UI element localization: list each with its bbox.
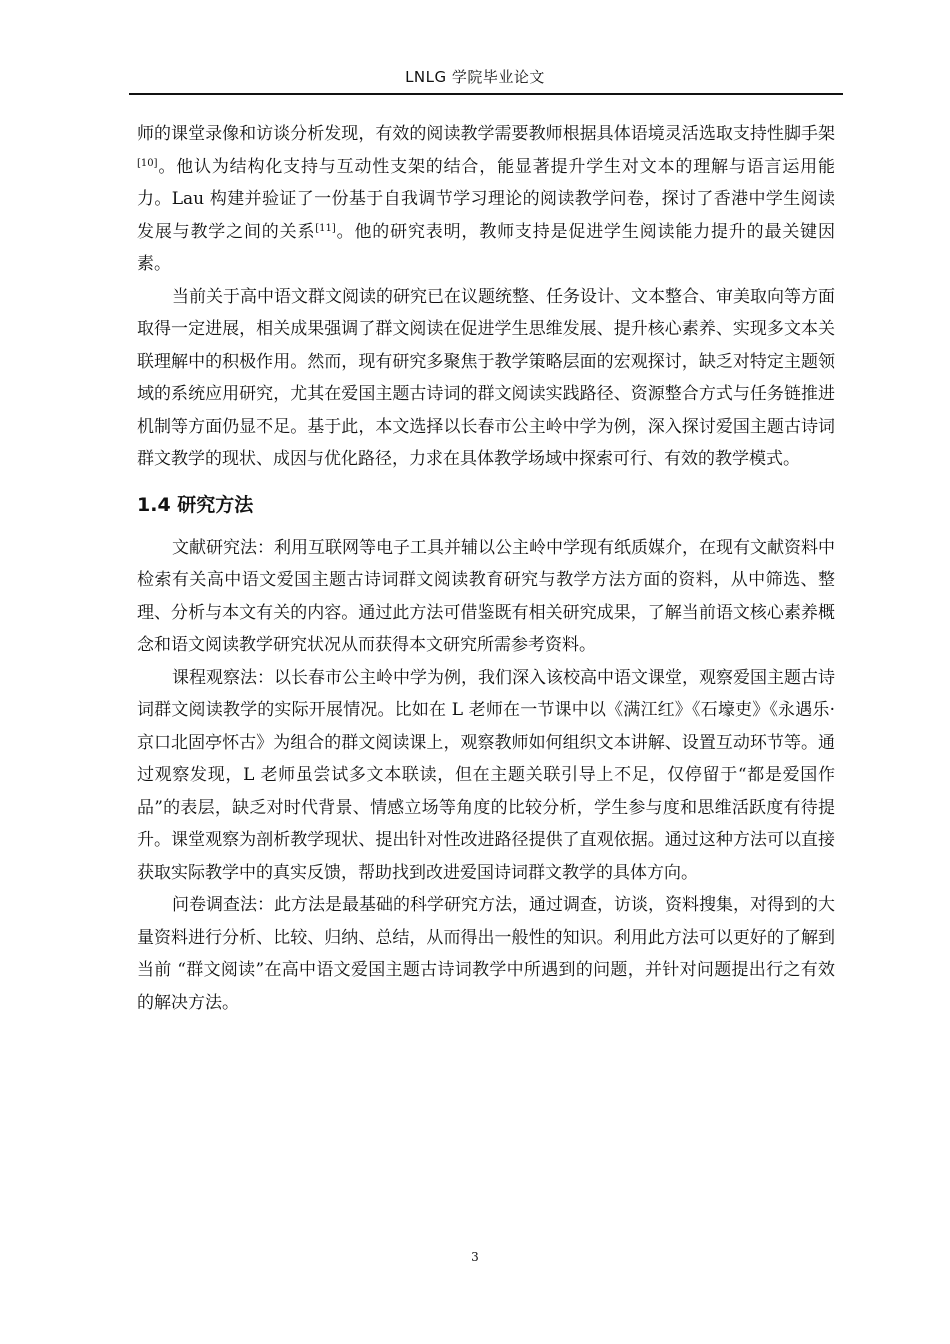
paragraph-1 <box>137 118 835 281</box>
citation-11: [11] <box>315 222 336 234</box>
page-header-title: LNLG 学院毕业论文 <box>405 68 545 86</box>
paragraph-2: 当前关于高中语文群文阅读的研究已在议题统整、任务设计、文本整合、审美取向等方面取得一定进展，相关成果强调了群文阅读在促进学生思维发展、提升核心素养、实现多文本关联理解中的积极作用。然而，现有研究多聚焦于教学策略层面的宏观探讨，缺乏对特定主题领域的系统应用研究，尤其在爱国主题古诗词的群文阅读实践路径、资源整合方式与任务链推进机制等方面仍显不足。基于此，本文选择以长春市公主岭中学为例，深入探讨爱国主题古诗词群文教学的现状、成因与优化路径，力求在具体教学场域中探索可行、有效的教学模式。 <box>137 286 835 469</box>
paragraph-literature-method: 文献研究法：利用互联网等电子工具并辅以公主岭中学现有纸质媒介，在现有文献资料中检索有关高中语文爱国主题古诗词群文阅读教育研究与教学方法方面的资料，从中筛选、整理、分析与本文有关的内容。通过此方法可借鉴既有相关研究成果，了解当前语文核心素养概念和语文阅读教学研究状况从而获得本文研究所需参考资料。 <box>137 537 835 655</box>
paragraph-1-text-a: 师的课堂录像和访谈分析发现，有效的阅读教学需要教师根据具体语境灵活选取支持性脚手架 <box>137 124 835 144</box>
paragraph-observation-method: 课程观察法：以长春市公主岭中学为例，我们深入该校高中语文课堂，观察爱国主题古诗词群文阅读教学的实际开展情况。比如在 L 老师在一节课中以《满江红》《石壕吏》《永遇乐·京口北固亭怀古》为组合的群文阅读课上，观察教师如何组织文本讲解、设置互动环节等。通过观察发现，L 老师虽尝试多文本联读，但在主题关联引导上不足，仅停留于“都是爱国作品”的表层，缺乏对时代背景、情感立场等角度的比较分析，学生参与度和思维活跃度有待提升。课堂观察为剖析教学现状、提出针对性改进路径提供了直观依据。通过这种方法可以直接获取实际教学中的真实反馈，帮助找到改进爱国诗词群文教学的具体方向。 <box>137 667 835 883</box>
citation-10: [10] <box>137 157 158 169</box>
header-divider <box>129 93 843 95</box>
section-heading: 1.4 研究方法 <box>137 493 254 516</box>
paragraph-1-text-b: 。他认为结构化支持与互动性支架的结合，能显著提升学生对文本的理解与语言运用能力。Lau 构建并验证了一份基于自我调节学习理论的阅读教学问卷，探讨了香港中学生阅读发展与教学之间的关系 <box>137 156 835 242</box>
document-body <box>137 118 835 1019</box>
page-number: 3 <box>471 1250 479 1264</box>
paragraph-survey-method: 问卷调查法：此方法是最基础的科学研究方法，通过调查，访谈，资料搜集，对得到的大量资料进行分析、比较、归纳、总结，从而得出一般性的知识。利用此方法可以更好的了解到当前 “群文阅读”在高中语文爱国主题古诗词教学中所遇到的问题，并针对问题提出行之有效的解决方法。 <box>137 895 835 1013</box>
paragraph-1-text-c: 。他的研究表明，教师支持是促进学生阅读能力提升的最关键因素。 <box>137 221 835 274</box>
